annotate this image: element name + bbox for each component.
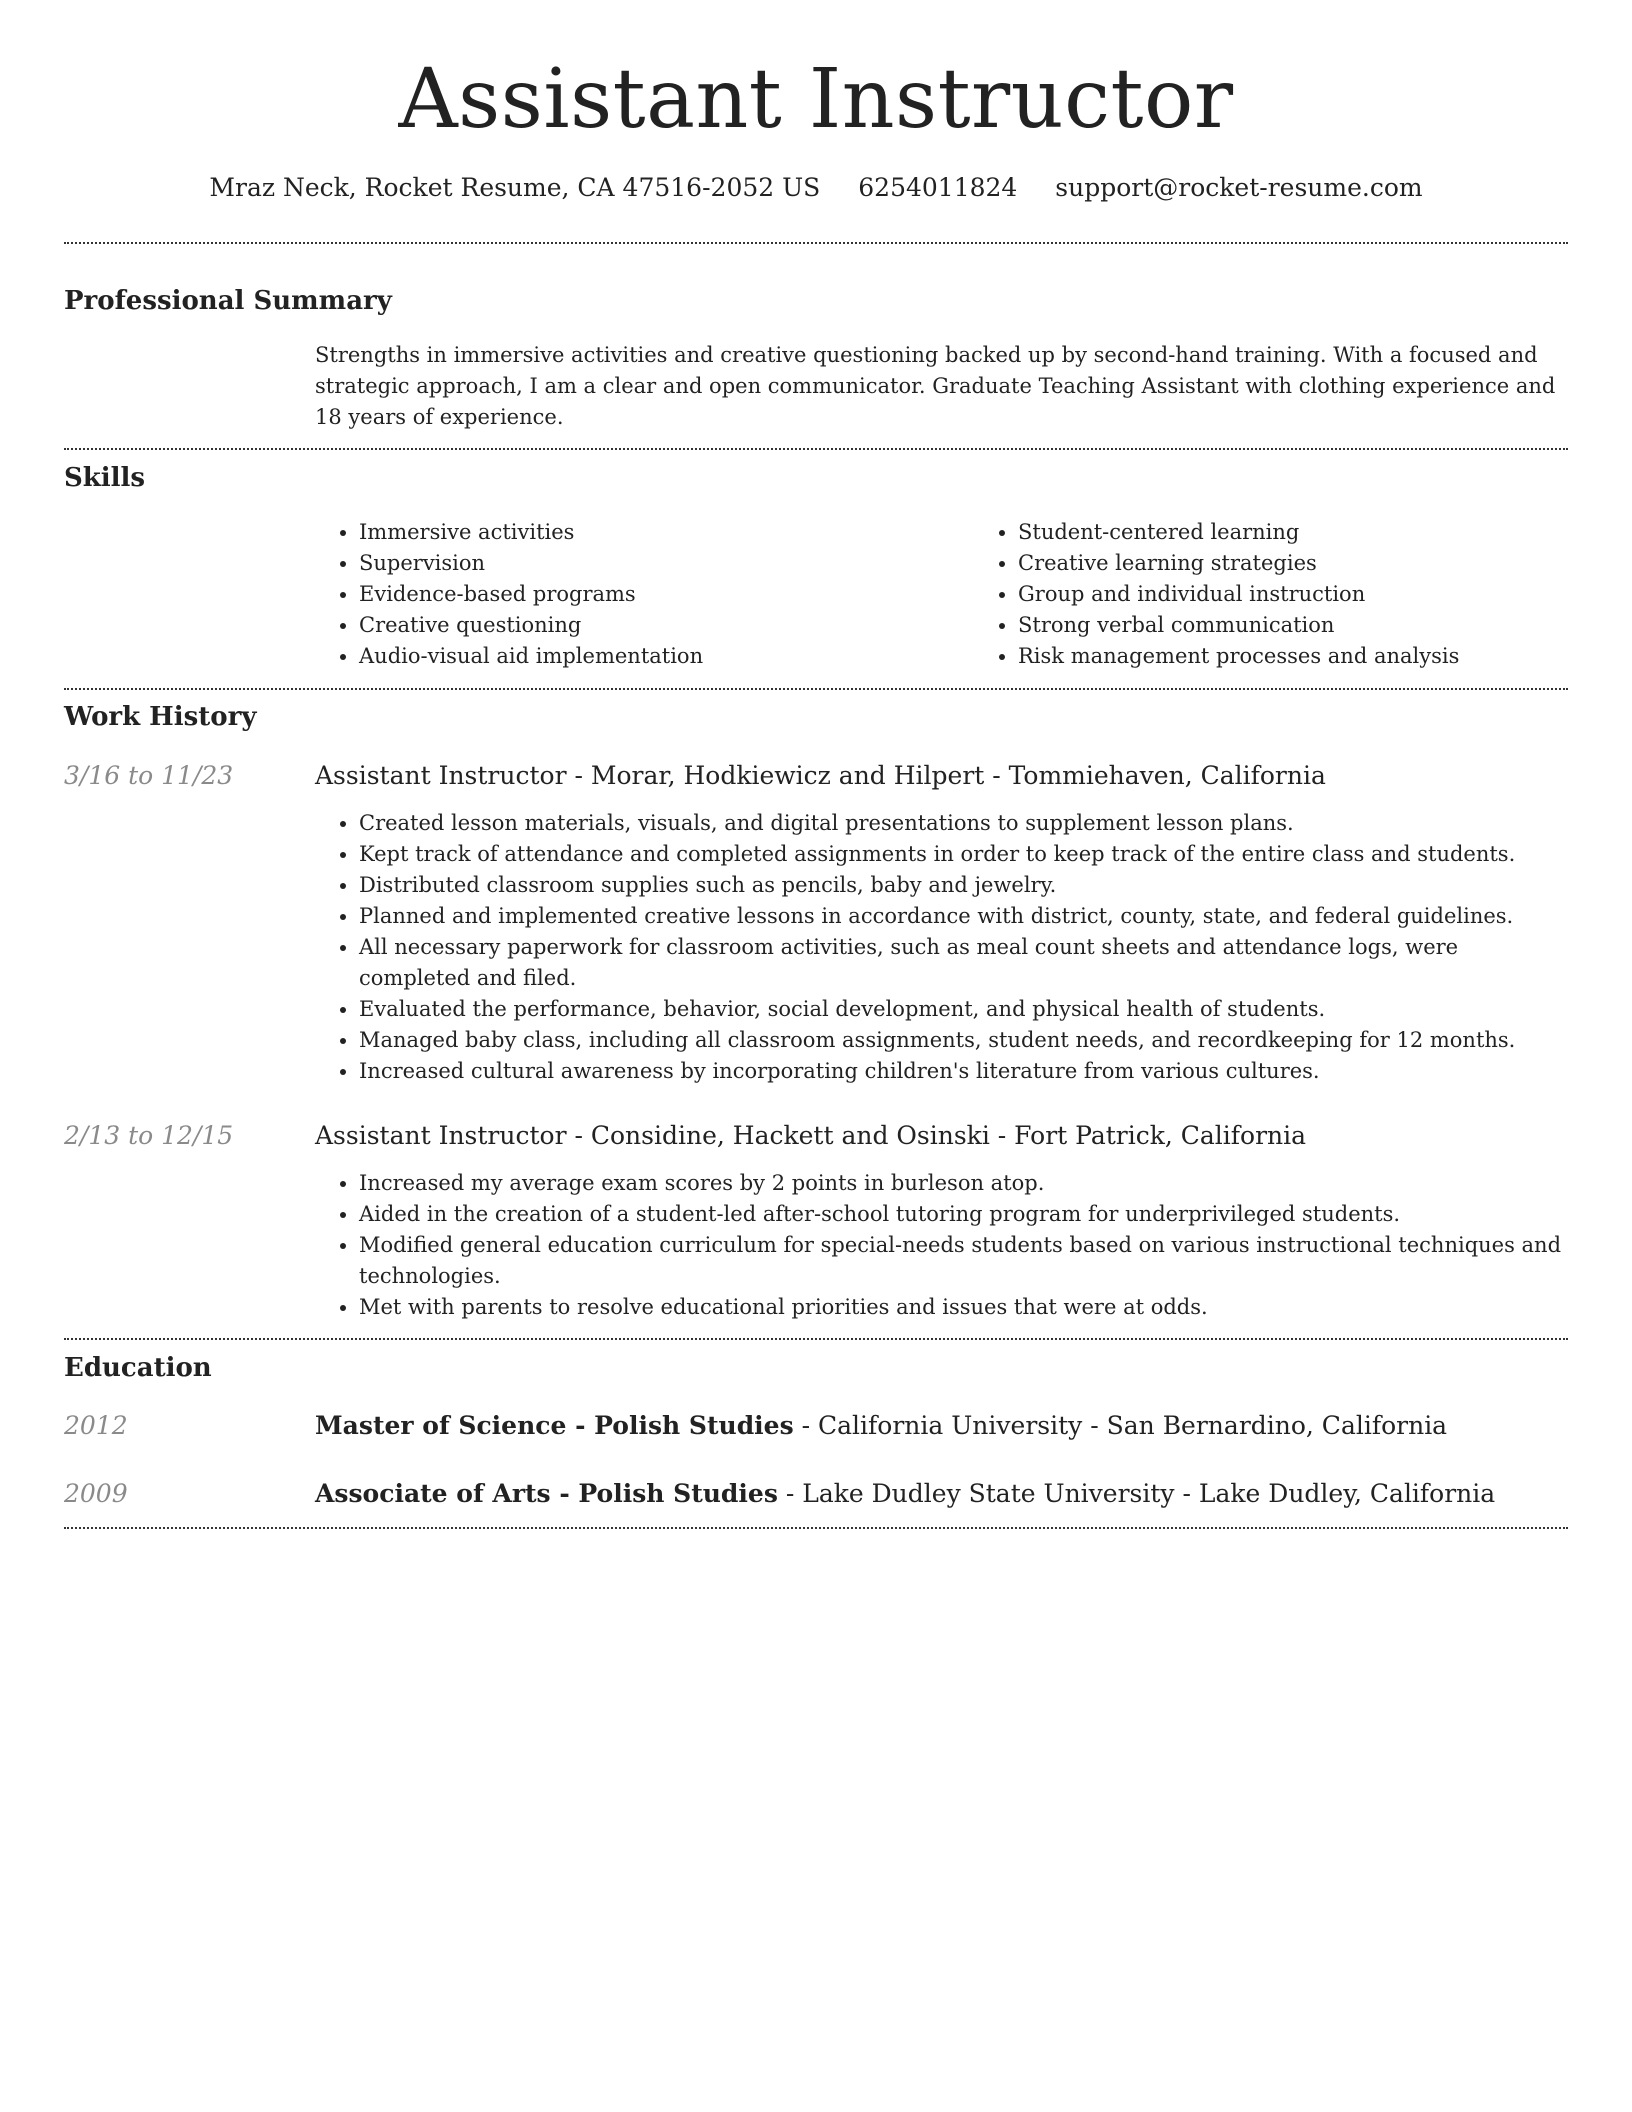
job-entry <box>64 760 1568 1087</box>
education-year: 2009 <box>64 1479 128 1508</box>
job-bullet: • All necessary paperwork for classroom activities, such as meal count sheets and attendance logs, were completed and filed. <box>359 932 1568 994</box>
job-bullets <box>315 1168 1568 1323</box>
job-heading: Assistant Instructor - Morar, Hodkiewicz and Hilpert - Tommiehaven, California <box>315 761 1326 790</box>
divider <box>64 242 1568 244</box>
divider <box>64 1527 1568 1529</box>
job-heading: Assistant Instructor - Considine, Hackett and Osinski - Fort Patrick, California <box>315 1121 1307 1150</box>
skill-item: • Student-centered learning <box>1018 517 1632 548</box>
contact-email: support@rocket-resume.com <box>1055 173 1423 202</box>
job-bullet: • Aided in the creation of a student-led after-school tutoring program for underprivileged students. <box>359 1199 1568 1230</box>
contact-phone: 6254011824 <box>858 173 1018 202</box>
contact-address: Mraz Neck, Rocket Resume, CA 47516-2052 US <box>209 173 821 202</box>
education-entry <box>64 1478 1568 1510</box>
education-section <box>64 1352 1568 1510</box>
skill-item: • Audio-visual aid implementation <box>359 641 974 672</box>
job-dates: 3/16 to 11/23 <box>64 761 234 790</box>
work-history-section <box>64 701 1568 1323</box>
divider <box>64 688 1568 690</box>
job-bullet: • Planned and implemented creative lessons in accordance with district, county, state, and federal guidelines. <box>359 901 1568 932</box>
education-degree: Associate of Arts - Polish Studies <box>315 1479 778 1508</box>
skills-section <box>64 462 1568 672</box>
summary-section <box>64 285 1568 433</box>
job-bullet: • Evaluated the performance, behavior, social development, and physical health of students. <box>359 994 1568 1025</box>
divider <box>64 1338 1568 1340</box>
job-bullets <box>315 808 1568 1087</box>
job-bullet: • Kept track of attendance and completed assignments in order to keep track of the entire class and students. <box>359 839 1568 870</box>
skills-list <box>315 517 1568 672</box>
skill-item: • Creative learning strategies <box>1018 548 1632 579</box>
summary-text: Strengths in immersive activities and creative questioning backed up by second-hand training. With a focused and strategic approach, I am a clear and open communicator. Graduate Teaching Assistant with clothing experience and 18 years of experience. <box>315 343 1556 429</box>
skill-item: • Strong verbal communication <box>1018 610 1632 641</box>
skills-heading: Skills <box>64 463 146 493</box>
skill-item: • Group and individual instruction <box>1018 579 1632 610</box>
job-dates: 2/13 to 12/15 <box>64 1121 234 1150</box>
skills-column-right <box>974 517 1632 672</box>
job-bullet: • Managed baby class, including all classroom assignments, student needs, and recordkeeping for 12 months. <box>359 1025 1568 1056</box>
job-bullet: • Created lesson materials, visuals, and digital presentations to supplement lesson plans. <box>359 808 1568 839</box>
work-history-heading: Work History <box>64 702 257 732</box>
job-bullet: • Modified general education curriculum for special-needs students based on various instructional techniques and technologies. <box>359 1230 1568 1292</box>
skills-column-left <box>315 517 974 672</box>
resume-name: Assistant Instructor <box>398 52 1234 147</box>
summary-heading: Professional Summary <box>64 286 392 316</box>
skill-item: • Immersive activities <box>359 517 974 548</box>
education-entry <box>64 1410 1568 1442</box>
skill-item: • Supervision <box>359 548 974 579</box>
contact-line <box>64 172 1568 204</box>
education-degree: Master of Science - Polish Studies <box>315 1411 794 1440</box>
divider <box>64 448 1568 450</box>
education-heading: Education <box>64 1353 212 1383</box>
skill-item: • Creative questioning <box>359 610 974 641</box>
job-bullet: • Met with parents to resolve educational priorities and issues that were at odds. <box>359 1292 1568 1323</box>
job-bullet: • Increased my average exam scores by 2 points in burleson atop. <box>359 1168 1568 1199</box>
job-bullet: • Increased cultural awareness by incorporating children's literature from various cultures. <box>359 1056 1568 1087</box>
job-entry <box>64 1120 1568 1323</box>
job-bullet: • Distributed classroom supplies such as pencils, baby and jewelry. <box>359 870 1568 901</box>
education-details: - Lake Dudley State University - Lake Dudley, California <box>777 1479 1496 1508</box>
skill-item: • Risk management processes and analysis <box>1018 641 1632 672</box>
education-year: 2012 <box>64 1411 128 1440</box>
skill-item: • Evidence-based programs <box>359 579 974 610</box>
education-details: - California University - San Bernardino, California <box>793 1411 1448 1440</box>
